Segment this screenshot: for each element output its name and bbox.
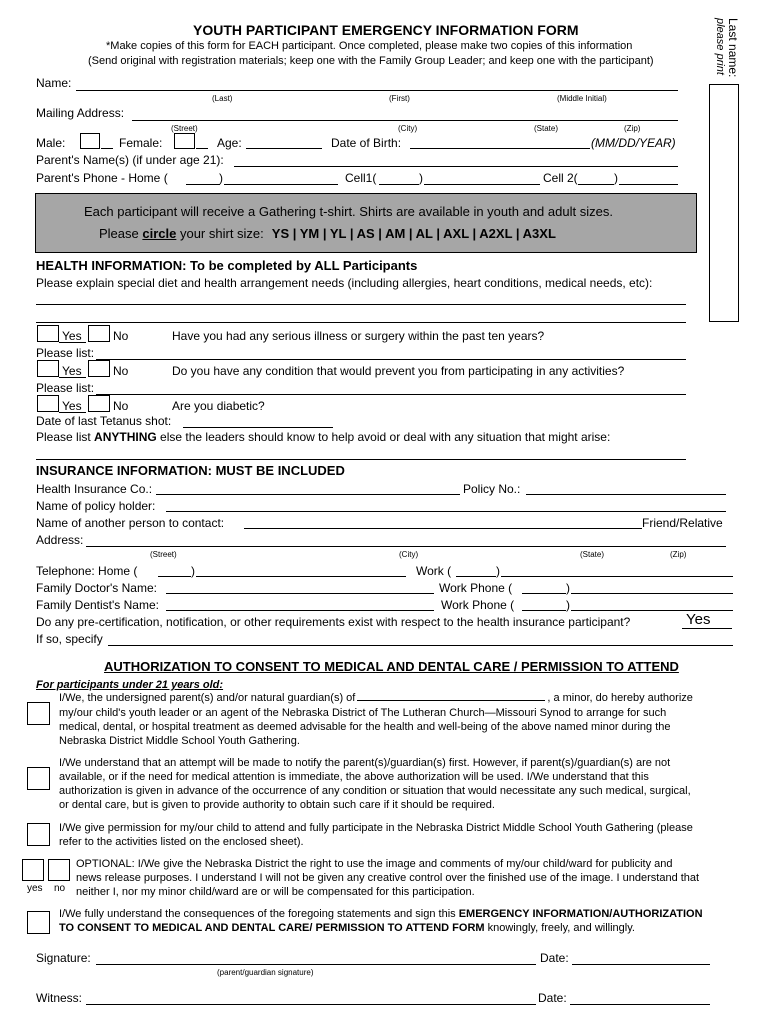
- health-line-2[interactable]: [36, 322, 686, 323]
- q1-please-list: Please list:: [36, 346, 95, 360]
- specify-label: If so, specify: [36, 632, 103, 646]
- doctor-label: Family Doctor's Name:: [36, 581, 157, 595]
- name-label: Name:: [36, 76, 72, 90]
- signature-field[interactable]: [96, 964, 536, 965]
- q3-question: Are you diabetic?: [172, 399, 265, 413]
- female-label: Female:: [119, 136, 163, 150]
- q1-question: Have you had any serious illness or surgery within the past ten years?: [172, 329, 545, 343]
- q2-please-list: Please list:: [36, 381, 95, 395]
- dentist-work-label: Work Phone (: [441, 598, 515, 612]
- health-heading: HEALTH INFORMATION: To be completed by ALL Participants: [36, 258, 418, 273]
- witness-field[interactable]: [86, 1004, 536, 1005]
- tetanus-field[interactable]: [183, 427, 333, 428]
- form-title: YOUTH PARTICIPANT EMERGENCY INFORMATION FORM: [193, 22, 579, 38]
- optional-yes-checkbox[interactable]: [22, 859, 44, 881]
- auth-checkbox-3[interactable]: [27, 823, 50, 846]
- dentist-label: Family Dentist's Name:: [36, 598, 159, 612]
- q2-list-field[interactable]: [96, 394, 686, 395]
- policy-no-field[interactable]: [526, 494, 726, 495]
- for-participants-label: For participants under 21 years old:: [36, 679, 224, 691]
- mailing-label: Mailing Address:: [36, 106, 125, 120]
- insurance-company-field[interactable]: [156, 494, 460, 495]
- signature-label: Signature:: [36, 951, 91, 965]
- mailing-field[interactable]: [132, 120, 678, 121]
- last-name-label: Last name:: [726, 18, 740, 78]
- witness-label: Witness:: [36, 991, 83, 1005]
- auth-p1-line1: I/We, the undersigned parent(s) and/or natural guardian(s) of , a minor, do hereby authorize: [59, 692, 693, 704]
- auth-checkbox-2[interactable]: [27, 767, 50, 790]
- relation-label: Friend/Relative: [642, 516, 723, 530]
- ins-address-field[interactable]: [86, 546, 726, 547]
- male-label: Male:: [36, 136, 66, 150]
- age-label: Age:: [217, 136, 242, 150]
- work-label: Work (: [416, 564, 452, 578]
- optional-no-checkbox[interactable]: [48, 859, 70, 881]
- doctor-field[interactable]: [166, 593, 434, 594]
- home-area-code[interactable]: [186, 184, 220, 185]
- home-phone-field[interactable]: [224, 184, 338, 185]
- auth-heading: AUTHORIZATION TO CONSENT TO MEDICAL AND DENTAL CARE / PERMISSION TO ATTEND: [104, 659, 679, 674]
- street-caption: (Street): [171, 124, 198, 133]
- last-name-box[interactable]: [709, 84, 739, 322]
- signature-date-label: Date:: [540, 951, 569, 965]
- insurance-company-label: Health Insurance Co.:: [36, 482, 153, 496]
- tshirt-size-row: Please circle your shirt size: YS | YM | YL | AS | AM | AL | AXL | A2XL | A3XL: [99, 226, 556, 241]
- cell2-field[interactable]: [619, 184, 678, 185]
- contact-field[interactable]: [244, 528, 642, 529]
- work-area-code[interactable]: [456, 576, 496, 577]
- tshirt-sizes[interactable]: YS | YM | YL | AS | AM | AL | AXL | A2XL | A3XL: [271, 226, 556, 241]
- policy-holder-label: Name of policy holder:: [36, 499, 156, 513]
- precert-question: Do any pre-certification, notification, or other requirements exist with respect to the health insurance participant?: [36, 615, 631, 629]
- age-field[interactable]: [246, 148, 322, 149]
- last-name-sidebar: [706, 18, 740, 78]
- cell2-area-code[interactable]: [578, 184, 614, 185]
- parents-field[interactable]: [234, 166, 678, 167]
- q2-question: Do you have any condition that would prevent you from participating in any activities?: [172, 364, 625, 378]
- parent-phone-label: Parent's Phone - Home (: [36, 171, 168, 185]
- policy-no-label: Policy No.:: [463, 482, 521, 496]
- q1-no-checkbox[interactable]: [88, 325, 110, 342]
- cell1-label: Cell1(: [345, 171, 377, 185]
- cell1-field[interactable]: [424, 184, 540, 185]
- first-caption: (First): [389, 94, 410, 103]
- dob-format: (MM/DD/YEAR): [591, 136, 676, 150]
- q3-yes-checkbox[interactable]: [37, 395, 59, 412]
- optional-no-label: no: [54, 883, 66, 894]
- middle-caption: (Middle Initial): [557, 94, 607, 103]
- last-caption: (Last): [212, 94, 233, 103]
- male-checkbox[interactable]: [80, 133, 100, 149]
- tshirt-info: Each participant will receive a Gathering t-shirt. Shirts are available in youth and adult sizes.: [84, 204, 613, 219]
- parent-signature-caption: (parent/guardian signature): [217, 968, 314, 977]
- optional-yes-label: yes: [27, 883, 43, 894]
- policy-holder-field[interactable]: [166, 511, 726, 512]
- dentist-field[interactable]: [166, 610, 434, 611]
- witness-date-field[interactable]: [570, 1004, 710, 1005]
- cell1-area-code[interactable]: [379, 184, 419, 185]
- auth-checkbox-5[interactable]: [27, 911, 50, 934]
- cell2-label: Cell 2(: [543, 171, 578, 185]
- tshirt-panel: [35, 193, 697, 253]
- precert-answer[interactable]: Yes: [686, 611, 711, 628]
- city-caption: (City): [398, 124, 418, 133]
- anything-label: Please list ANYTHING else the leaders should know to help avoid or deal with any situation that might arise:: [36, 430, 611, 444]
- dob-label: Date of Birth:: [331, 136, 402, 150]
- q3-no-checkbox[interactable]: [88, 395, 110, 412]
- minor-name-field[interactable]: [357, 700, 545, 701]
- tel-area-code[interactable]: [158, 576, 191, 577]
- doctor-work-label: Work Phone (: [439, 581, 513, 595]
- subtitle-send: (Send original with registration materials; keep one with the Family Group Leader; and keep one with the participant): [88, 55, 654, 67]
- dob-field[interactable]: [410, 148, 590, 149]
- witness-date-label: Date:: [538, 991, 567, 1005]
- specify-field[interactable]: [108, 645, 733, 646]
- please-print-label: please print: [714, 18, 726, 75]
- state-caption: (State): [534, 124, 559, 133]
- health-line-1[interactable]: [36, 304, 686, 305]
- insurance-heading: INSURANCE INFORMATION: MUST BE INCLUDED: [36, 463, 345, 478]
- q1-yes-checkbox[interactable]: [37, 325, 59, 342]
- tel-home-field[interactable]: [196, 576, 406, 577]
- doctor-area-code[interactable]: [522, 593, 566, 594]
- ins-address-label: Address:: [36, 533, 84, 547]
- q2-yes-checkbox[interactable]: [37, 360, 59, 377]
- q1-list-field[interactable]: [96, 359, 686, 360]
- tetanus-label: Date of last Tetanus shot:: [36, 414, 172, 428]
- subtitle-copies: *Make copies of this form for EACH participant. Once completed, please make two copies of this information: [106, 40, 633, 52]
- parents-label: Parent's Name(s) (if under age 21):: [36, 153, 224, 167]
- q2-no-checkbox[interactable]: [88, 360, 110, 377]
- auth-checkbox-1[interactable]: [27, 702, 50, 725]
- work-field[interactable]: [501, 576, 733, 577]
- contact-label: Name of another person to contact:: [36, 516, 225, 530]
- zip-caption: (Zip): [624, 124, 641, 133]
- name-field[interactable]: [76, 90, 678, 91]
- anything-field[interactable]: [36, 459, 686, 460]
- telephone-label: Telephone: Home (: [36, 564, 138, 578]
- dentist-area-code[interactable]: [522, 610, 566, 611]
- female-checkbox[interactable]: [174, 133, 195, 149]
- doctor-work-field[interactable]: [571, 593, 733, 594]
- signature-date-field[interactable]: [572, 964, 710, 965]
- health-explain: Please explain special diet and health arrangement needs (including allergies, heart conditions, medical needs, etc):: [36, 276, 653, 290]
